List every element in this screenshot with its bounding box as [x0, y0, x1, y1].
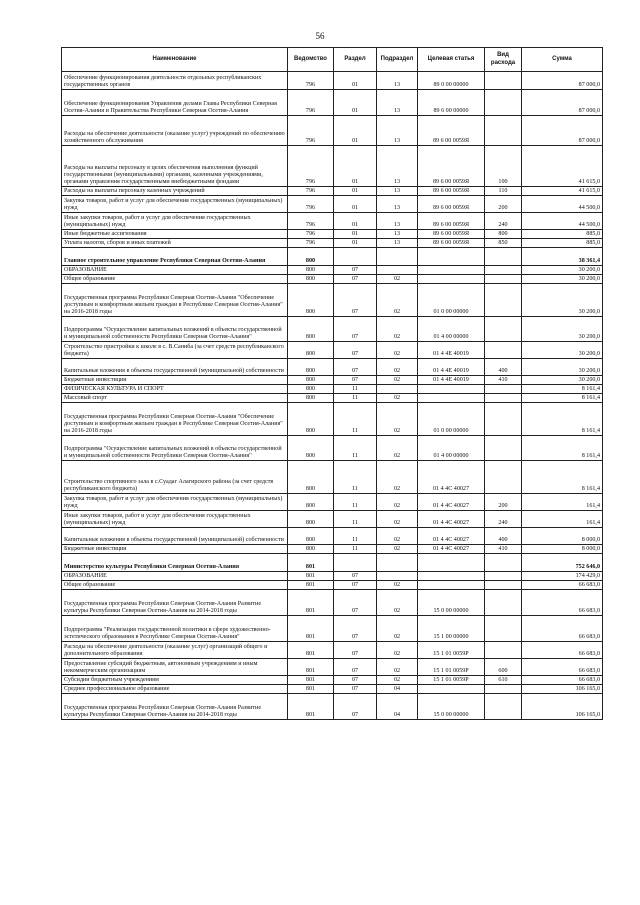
cell-sum: 66 683,0 [522, 676, 603, 685]
cell-section: 07 [334, 376, 377, 385]
cell-section: 07 [334, 642, 377, 659]
cell-name: Иные закупки товаров, работ и услуг для обеспечения государственных (муниципальных) нужд [62, 511, 288, 528]
cell-sum: 174 429,0 [522, 572, 603, 581]
cell-target [418, 385, 485, 394]
table-row [62, 266, 603, 275]
cell-expense [485, 385, 522, 394]
cell-section: 07 [334, 616, 377, 642]
cell-name: Массовый спорт [62, 394, 288, 403]
cell-name: Министерство культуры Республики Северная Осетия-Алания [62, 554, 288, 572]
cell-subsection: 02 [377, 642, 418, 659]
cell-dept: 796 [288, 116, 334, 146]
cell-expense [485, 554, 522, 572]
cell-sum: 41 615,0 [522, 146, 603, 187]
cell-name: Закупка товаров, работ и услуг для обеспечения государственных (муниципальных) нужд [62, 494, 288, 511]
table-row [62, 275, 603, 284]
cell-target: 89 6 00 0059Я [418, 213, 485, 230]
cell-subsection: 02 [377, 403, 418, 436]
cell-target: 15 0 00 00000 [418, 694, 485, 720]
table-row [62, 376, 603, 385]
table-row [62, 581, 603, 590]
table-row [62, 590, 603, 616]
cell-name: Обеспечение функционирования Управления делами Главы Республики Северная Осетия-Алания и Правительства Республики Северная Осетия-Алания [62, 90, 288, 116]
cell-dept: 796 [288, 90, 334, 116]
cell-sum: 66 683,0 [522, 581, 603, 590]
cell-dept: 800 [288, 436, 334, 461]
cell-target [418, 685, 485, 694]
cell-dept: 796 [288, 239, 334, 248]
cell-sum: 87 000,0 [522, 72, 603, 90]
cell-dept: 796 [288, 213, 334, 230]
table-row [62, 116, 603, 146]
cell-target: 01 4 00 00000 [418, 436, 485, 461]
cell-name: Предоставление субсидий бюджетным, автономным учреждениям и иным некоммерческим организациям [62, 659, 288, 676]
cell-dept: 800 [288, 284, 334, 317]
cell-subsection: 04 [377, 685, 418, 694]
table-row [62, 494, 603, 511]
cell-section: 07 [334, 581, 377, 590]
table-header-row [62, 48, 603, 72]
cell-expense [485, 275, 522, 284]
cell-name: Обеспечение функционирования деятельности отдельных республиканских государственных органов [62, 72, 288, 90]
cell-section: 01 [334, 72, 377, 90]
table-row [62, 676, 603, 685]
cell-section: 07 [334, 685, 377, 694]
cell-sum: 30 200,0 [522, 317, 603, 342]
cell-dept: 801 [288, 676, 334, 685]
cell-expense [485, 403, 522, 436]
cell-name: Бюджетные инвестиции [62, 545, 288, 554]
cell-subsection: 04 [377, 694, 418, 720]
cell-target [418, 554, 485, 572]
cell-name: Общее образование [62, 275, 288, 284]
cell-expense [485, 317, 522, 342]
cell-expense [485, 248, 522, 266]
cell-sum: 8 161,4 [522, 436, 603, 461]
cell-target: 01 4 4С 40027 [418, 511, 485, 528]
table-row [62, 403, 603, 436]
cell-target: 15 1 01 0059Р [418, 659, 485, 676]
cell-dept: 800 [288, 494, 334, 511]
table-row [62, 572, 603, 581]
cell-name: ФИЗИЧЕСКАЯ КУЛЬТУРА И СПОРТ [62, 385, 288, 394]
cell-dept: 796 [288, 187, 334, 196]
cell-section: 01 [334, 187, 377, 196]
cell-dept: 801 [288, 616, 334, 642]
cell-section: 07 [334, 694, 377, 720]
header-expense: Вид расхода [485, 48, 522, 72]
cell-expense [485, 694, 522, 720]
cell-dept: 796 [288, 196, 334, 213]
cell-section: 01 [334, 146, 377, 187]
cell-subsection: 02 [377, 616, 418, 642]
cell-sum: 8 161,4 [522, 461, 603, 494]
cell-sum: 161,4 [522, 494, 603, 511]
cell-expense [485, 90, 522, 116]
cell-target: 01 4 4Е 40019 [418, 342, 485, 359]
cell-dept: 800 [288, 511, 334, 528]
cell-dept: 800 [288, 385, 334, 394]
cell-target: 89 6 00 0059Я [418, 116, 485, 146]
cell-section: 11 [334, 494, 377, 511]
cell-sum: 66 683,0 [522, 659, 603, 676]
cell-section [334, 554, 377, 572]
cell-name: Среднее профессиональное образование [62, 685, 288, 694]
cell-subsection: 02 [377, 545, 418, 554]
cell-sum: 885,0 [522, 230, 603, 239]
table-row [62, 248, 603, 266]
cell-subsection: 02 [377, 436, 418, 461]
cell-name: Общее образование [62, 581, 288, 590]
cell-target: 89 6 00 0059Я [418, 230, 485, 239]
cell-section: 11 [334, 528, 377, 545]
cell-target: 15 1 01 0059Р [418, 676, 485, 685]
cell-name: Расходы на обеспечение деятельности (оказание услуг) организаций общего и дополнительного образования [62, 642, 288, 659]
cell-sum: 66 683,0 [522, 590, 603, 616]
table-row [62, 359, 603, 376]
table-row [62, 694, 603, 720]
table-row [62, 213, 603, 230]
header-dept: Ведомство [288, 48, 334, 72]
cell-target: 01 4 00 00000 [418, 317, 485, 342]
cell-section: 07 [334, 572, 377, 581]
cell-sum: 41 615,0 [522, 187, 603, 196]
cell-subsection: 02 [377, 359, 418, 376]
cell-name: Капитальные вложения в объекты государственной (муниципальной) собственности [62, 359, 288, 376]
cell-name: Иные бюджетные ассигнования [62, 230, 288, 239]
cell-section: 11 [334, 511, 377, 528]
cell-target: 15 1 01 0059Р [418, 642, 485, 659]
table-row [62, 90, 603, 116]
cell-sum: 30 200,0 [522, 342, 603, 359]
cell-section: 01 [334, 213, 377, 230]
cell-target: 15 0 00 00000 [418, 590, 485, 616]
table-row [62, 72, 603, 90]
cell-expense: 610 [485, 676, 522, 685]
cell-name: Расходы на выплаты персоналу в целях обеспечения выполнения функций государственными (муниципальными) органами, казенными учреждениями, органами управления государственными внебюджетными фондами [62, 146, 288, 187]
cell-expense [485, 72, 522, 90]
cell-expense [485, 436, 522, 461]
cell-subsection: 02 [377, 317, 418, 342]
cell-expense [485, 266, 522, 275]
cell-target: 89 6 00 0059Я [418, 187, 485, 196]
cell-subsection: 13 [377, 230, 418, 239]
cell-sum: 30 200,0 [522, 376, 603, 385]
cell-target: 89 6 00 0059Я [418, 196, 485, 213]
cell-expense: 200 [485, 196, 522, 213]
cell-section: 07 [334, 284, 377, 317]
cell-name: Расходы на обеспечение деятельности (оказание услуг) учреждений по обеспечению хозяйственного обслуживания [62, 116, 288, 146]
cell-section: 07 [334, 342, 377, 359]
table-row [62, 317, 603, 342]
cell-sum: 8 000,0 [522, 528, 603, 545]
cell-sum: 44 500,0 [522, 213, 603, 230]
table-row [62, 554, 603, 572]
cell-section: 11 [334, 403, 377, 436]
cell-dept: 800 [288, 317, 334, 342]
table-row [62, 230, 603, 239]
cell-sum: 30 200,0 [522, 359, 603, 376]
cell-target: 01 4 4Е 40019 [418, 376, 485, 385]
table-row [62, 545, 603, 554]
cell-dept: 801 [288, 590, 334, 616]
cell-name: Подпрограмма "Реализация государственной политики в сфере художественно-эстетического образования в Республике Северная Осетия-Алания" [62, 616, 288, 642]
table-row [62, 196, 603, 213]
cell-expense [485, 394, 522, 403]
cell-dept: 800 [288, 266, 334, 275]
cell-target: 01 4 4Е 40019 [418, 359, 485, 376]
cell-dept: 800 [288, 394, 334, 403]
cell-name: Расходы на выплаты персоналу казенных учреждений [62, 187, 288, 196]
cell-name: Государственная программа Республики Северная Осетия-Алания "Обеспечение доступным и комфортным жильем граждан в Республике Северная Осетия-Алания" на 2016-2018 годы [62, 284, 288, 317]
cell-subsection: 02 [377, 284, 418, 317]
cell-subsection: 02 [377, 528, 418, 545]
cell-name: ОБРАЗОВАНИЕ [62, 266, 288, 275]
cell-subsection [377, 572, 418, 581]
cell-name: Подпрограмма "Осуществление капитальных вложений в объекты государственной и муниципальной собственности Республики Северная Осетия-Алания" [62, 436, 288, 461]
cell-expense [485, 342, 522, 359]
cell-dept: 796 [288, 146, 334, 187]
cell-expense: 400 [485, 528, 522, 545]
cell-expense: 410 [485, 545, 522, 554]
cell-subsection [377, 248, 418, 266]
cell-dept: 800 [288, 342, 334, 359]
cell-sum: 38 361,4 [522, 248, 603, 266]
page-number: 56 [315, 31, 325, 41]
cell-sum: 752 646,0 [522, 554, 603, 572]
cell-expense [485, 616, 522, 642]
cell-sum: 8 161,4 [522, 385, 603, 394]
table-body [62, 72, 603, 720]
cell-sum: 8 000,0 [522, 545, 603, 554]
cell-subsection [377, 266, 418, 275]
cell-target: 01 4 4С 40027 [418, 494, 485, 511]
cell-dept: 800 [288, 376, 334, 385]
cell-target: 15 1 00 00000 [418, 616, 485, 642]
cell-dept: 801 [288, 642, 334, 659]
cell-name: Государственная программа Республики Северная Осетия-Алания Развитие культуры Республики Северная Осетия-Алания на 2014-2018 годы [62, 590, 288, 616]
table-row [62, 394, 603, 403]
cell-expense [485, 461, 522, 494]
cell-subsection: 13 [377, 239, 418, 248]
cell-name: Строительство пристройки к школе в с. В.Саниба (за счет средств республиканского бюджета) [62, 342, 288, 359]
cell-name: Строительство спортивного зала в с.Суадаг Алагирского района (за счет средств республиканского бюджета) [62, 461, 288, 494]
cell-expense [485, 116, 522, 146]
table-row [62, 239, 603, 248]
cell-subsection: 13 [377, 196, 418, 213]
cell-section: 07 [334, 275, 377, 284]
cell-subsection: 13 [377, 187, 418, 196]
cell-name: Иные закупки товаров, работ и услуг для обеспечения государственных (муниципальных) нужд [62, 213, 288, 230]
cell-name: Бюджетные инвестиции [62, 376, 288, 385]
table-row [62, 284, 603, 317]
cell-section: 01 [334, 239, 377, 248]
header-section: Раздел [334, 48, 377, 72]
cell-dept: 800 [288, 545, 334, 554]
cell-subsection: 02 [377, 275, 418, 284]
cell-subsection: 02 [377, 394, 418, 403]
cell-expense: 110 [485, 187, 522, 196]
cell-expense: 240 [485, 213, 522, 230]
cell-target: 01 0 00 00000 [418, 284, 485, 317]
cell-section: 01 [334, 196, 377, 213]
cell-target [418, 581, 485, 590]
cell-subsection: 13 [377, 213, 418, 230]
cell-target: 01 4 4С 40027 [418, 545, 485, 554]
cell-target: 89 6 00 0059Я [418, 146, 485, 187]
cell-subsection: 02 [377, 342, 418, 359]
header-sum: Сумма [522, 48, 603, 72]
cell-subsection: 13 [377, 72, 418, 90]
cell-dept: 801 [288, 659, 334, 676]
cell-section: 07 [334, 590, 377, 616]
budget-table [61, 47, 603, 720]
table-row [62, 616, 603, 642]
table-row [62, 385, 603, 394]
cell-target: 01 4 4С 40027 [418, 528, 485, 545]
cell-subsection [377, 385, 418, 394]
cell-target: 01 4 4С 40027 [418, 461, 485, 494]
cell-sum: 106 165,0 [522, 685, 603, 694]
cell-name: Закупка товаров, работ и услуг для обеспечения государственных (муниципальных) нужд [62, 196, 288, 213]
header-target: Целевая статья [418, 48, 485, 72]
cell-dept: 796 [288, 230, 334, 239]
cell-subsection: 02 [377, 461, 418, 494]
cell-dept: 801 [288, 572, 334, 581]
cell-section: 01 [334, 116, 377, 146]
cell-sum: 161,4 [522, 511, 603, 528]
cell-section: 07 [334, 317, 377, 342]
cell-section: 11 [334, 436, 377, 461]
cell-section: 01 [334, 230, 377, 239]
cell-name: Уплата налогов, сборов и иных платежей [62, 239, 288, 248]
cell-dept: 801 [288, 554, 334, 572]
cell-sum: 66 683,0 [522, 642, 603, 659]
cell-target [418, 275, 485, 284]
cell-target: 89 0 00 00000 [418, 72, 485, 90]
cell-subsection: 02 [377, 676, 418, 685]
table-row [62, 685, 603, 694]
cell-sum: 106 165,0 [522, 694, 603, 720]
table-row [62, 187, 603, 196]
cell-name: Государственная программа Республики Северная Осетия-Алания "Обеспечение доступным и комфортным жильем граждан в Республике Северная Осетия-Алания" на 2016-2018 годы [62, 403, 288, 436]
cell-name: Капитальные вложения в объекты государственной (муниципальной) собственности [62, 528, 288, 545]
cell-name: Государственная программа Республики Северная Осетия-Алания Развитие культуры Республики Северная Осетия-Алания на 2014-2018 годы [62, 694, 288, 720]
cell-expense [485, 284, 522, 317]
cell-subsection [377, 554, 418, 572]
cell-target: 89 6 00 0059Я [418, 239, 485, 248]
cell-dept: 800 [288, 403, 334, 436]
table-row [62, 436, 603, 461]
cell-expense: 240 [485, 511, 522, 528]
cell-sum: 30 200,0 [522, 275, 603, 284]
cell-dept: 801 [288, 581, 334, 590]
table-row [62, 342, 603, 359]
cell-expense: 410 [485, 376, 522, 385]
cell-expense [485, 685, 522, 694]
table-row [62, 146, 603, 187]
cell-section [334, 248, 377, 266]
table-row [62, 642, 603, 659]
cell-target [418, 248, 485, 266]
cell-subsection: 13 [377, 146, 418, 187]
cell-subsection: 13 [377, 116, 418, 146]
cell-name: Главное строительное управление Республики Северная Осетия-Алания [62, 248, 288, 266]
cell-subsection: 02 [377, 511, 418, 528]
cell-sum: 885,0 [522, 239, 603, 248]
cell-dept: 800 [288, 528, 334, 545]
cell-name: Подпрограмма "Осуществление капитальных вложений в объекты государственной и муниципальной собственности Республики Северная Осетия-Алания" [62, 317, 288, 342]
cell-section: 11 [334, 461, 377, 494]
cell-dept: 796 [288, 72, 334, 90]
cell-name: Субсидии бюджетным учреждениям [62, 676, 288, 685]
cell-subsection: 02 [377, 376, 418, 385]
cell-section: 07 [334, 266, 377, 275]
cell-expense [485, 642, 522, 659]
cell-subsection: 02 [377, 659, 418, 676]
cell-expense [485, 581, 522, 590]
cell-section: 07 [334, 676, 377, 685]
cell-subsection: 02 [377, 590, 418, 616]
cell-expense [485, 590, 522, 616]
cell-section: 07 [334, 359, 377, 376]
header-subsection: Подраздел [377, 48, 418, 72]
table-row [62, 528, 603, 545]
cell-dept: 800 [288, 461, 334, 494]
cell-expense [485, 572, 522, 581]
cell-section: 11 [334, 545, 377, 554]
cell-section: 01 [334, 90, 377, 116]
cell-sum: 87 000,0 [522, 90, 603, 116]
cell-sum: 8 161,4 [522, 394, 603, 403]
cell-target: 89 6 00 00000 [418, 90, 485, 116]
cell-target [418, 394, 485, 403]
cell-name: ОБРАЗОВАНИЕ [62, 572, 288, 581]
cell-dept: 801 [288, 694, 334, 720]
cell-target: 01 0 00 00000 [418, 403, 485, 436]
cell-subsection: 13 [377, 90, 418, 116]
cell-expense: 850 [485, 239, 522, 248]
table-row [62, 659, 603, 676]
cell-sum: 66 683,0 [522, 616, 603, 642]
cell-dept: 800 [288, 275, 334, 284]
cell-dept: 801 [288, 685, 334, 694]
cell-target [418, 572, 485, 581]
cell-expense: 100 [485, 146, 522, 187]
cell-target [418, 266, 485, 275]
cell-sum: 30 200,0 [522, 266, 603, 275]
cell-expense: 400 [485, 359, 522, 376]
cell-expense: 200 [485, 494, 522, 511]
cell-sum: 44 500,0 [522, 196, 603, 213]
cell-section: 07 [334, 659, 377, 676]
table-row [62, 461, 603, 494]
header-name: Наименование [62, 48, 288, 72]
cell-dept: 800 [288, 359, 334, 376]
cell-expense: 600 [485, 659, 522, 676]
cell-dept: 800 [288, 248, 334, 266]
cell-section: 11 [334, 385, 377, 394]
cell-sum: 8 161,4 [522, 403, 603, 436]
cell-sum: 30 200,0 [522, 284, 603, 317]
cell-subsection: 02 [377, 581, 418, 590]
cell-section: 11 [334, 394, 377, 403]
cell-subsection: 02 [377, 494, 418, 511]
cell-expense: 800 [485, 230, 522, 239]
cell-sum: 87 000,0 [522, 116, 603, 146]
table-row [62, 511, 603, 528]
